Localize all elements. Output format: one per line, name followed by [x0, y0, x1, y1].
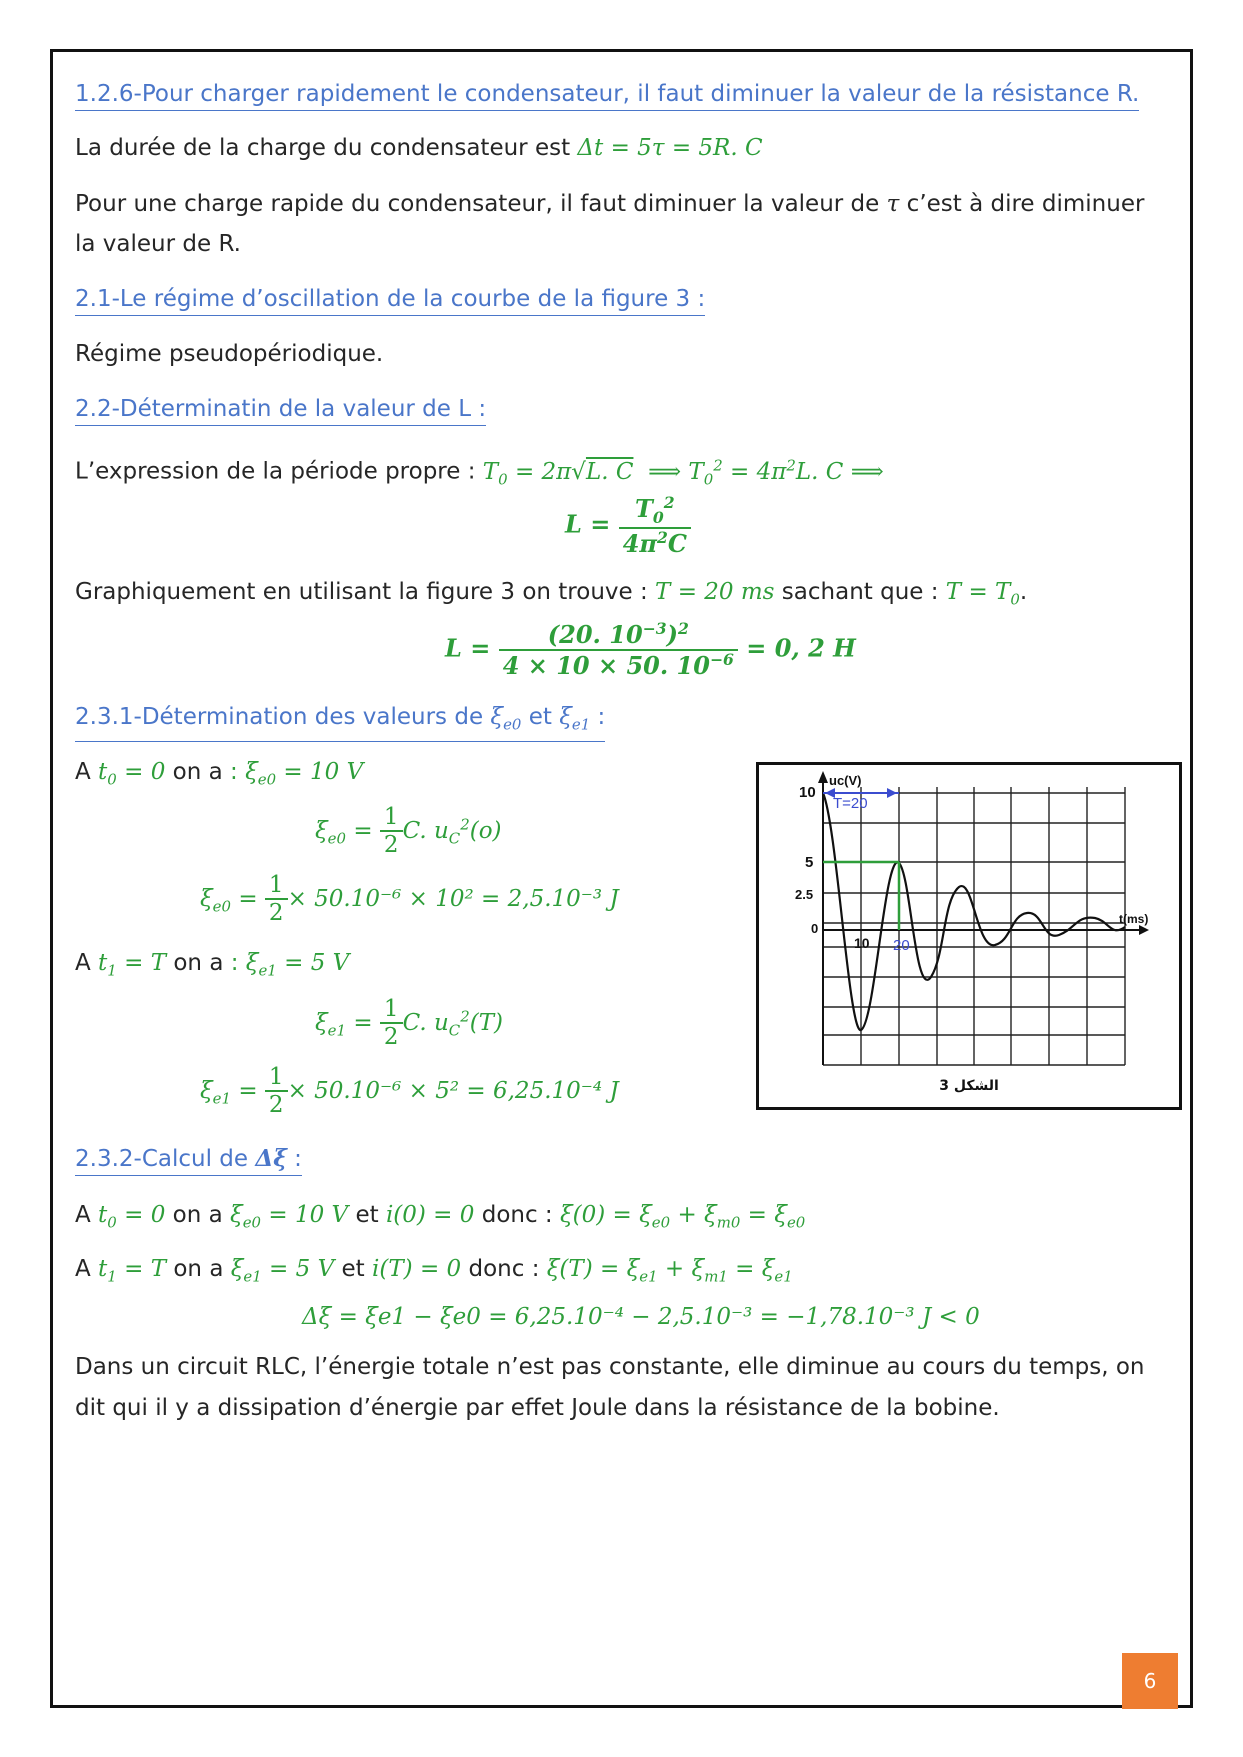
- inductance-formula: L = $\frac{T_0^2}{4\pi^2C}$: [565, 494, 691, 557]
- inductance-calculation: L = $\frac{(20. 10^{-3})^2}{4 \times 10 \times 50. 10^{-6}}$ = 0, 2 H: [445, 619, 856, 680]
- voltage-axis-arrow: [818, 771, 828, 783]
- energy-e0-formula: $\xi_{e0}$ = $\frac{1}{2}$ C. $u_C^2(o)$: [315, 804, 502, 859]
- heading-2-2: 2.2-Déterminatin de la valeur de L :: [75, 394, 486, 426]
- total-energy-t0-line: A $t_0 = 0$ on a $\xi_{e0} = 10$ V et i(0) = 0 donc : $\xi(0) = \xi_{e0} + \xi_{m0} = \xi_{e0}$: [75, 1202, 806, 1232]
- energy-e0-result: $\xi_{e0}$ = $\frac{1}{2}$ × 50.10⁻⁶ × 10² = 2,5.10⁻³ J: [200, 872, 619, 927]
- regime-answer: Régime pseudopériodique.: [75, 341, 384, 367]
- charge-duration-equation: Δt = 5τ = 5R. C: [577, 135, 763, 161]
- energy-e1-formula: $\xi_{e1}$ = $\frac{1}{2}$ C. $u_C^2(T)$: [315, 996, 504, 1051]
- time-axis-arrow: [1139, 925, 1149, 935]
- period-value: T = 20 ms: [655, 579, 775, 605]
- energy-variation-equation: Δξ = ξe1 − ξe0 = 6,25.10⁻⁴ − 2,5.10⁻³ = −1,78.10⁻³ J < 0: [302, 1304, 980, 1330]
- y-tick-2-5: 2.5: [795, 887, 814, 902]
- period-equality: $T = T_0$: [945, 579, 1020, 609]
- y-tick-5: 5: [805, 854, 814, 871]
- x-tick-10: 10: [854, 935, 870, 951]
- heading-2-3-2: 2.3.2-Calcul de Δξ :: [75, 1144, 302, 1176]
- grid: [823, 787, 1125, 1065]
- conclusion-line-2: dit qui il y a dissipation d’énergie par effet Joule dans la résistance de la bobine.: [75, 1395, 1000, 1421]
- figure-3-graph: [759, 765, 1179, 1107]
- figure-3: [756, 762, 1182, 1110]
- figure-caption: الشكل 3: [939, 1078, 999, 1094]
- energy-e1-result: $\xi_{e1}$ = $\frac{1}{2}$ × 50.10⁻⁶ × 5² = 6,25.10⁻⁴ J: [200, 1064, 619, 1119]
- energy-t1-line: A $t_1 = T$ on a : $\xi_{e1} = 5$ V: [75, 950, 350, 980]
- x-tick-20: 20: [893, 937, 910, 954]
- fast-charge-line-2: la valeur de R.: [75, 231, 241, 257]
- heading-1-2-6: 1.2.6-Pour charger rapidement le condensateur, il faut diminuer la valeur de la résistance R.: [75, 79, 1139, 111]
- page-number-badge: 6: [1122, 1653, 1178, 1709]
- y-tick-0: 0: [811, 921, 819, 936]
- heading-2-3-1: 2.3.1-Détermination des valeurs de $\xi_{e0}$ et $\xi_{e1}$ :: [75, 702, 605, 742]
- y-axis-label: uc(V): [829, 773, 862, 788]
- charge-duration-line: La durée de la charge du condensateur est Δt = 5τ = 5R. C: [75, 135, 763, 161]
- period-label: T=20: [833, 795, 868, 812]
- energy-t0-line: A $t_0 = 0$ on a : $\xi_{e0} = 10$ V: [75, 759, 364, 789]
- fast-charge-line: Pour une charge rapide du condensateur, il faut diminuer la valeur de τ c’est à dire diminuer: [75, 191, 1145, 217]
- period-formula: $T_0 = 2\pi√L$. C ⟹ $T_0^2 = 4\pi^2L$. C ⟹: [482, 456, 884, 489]
- heading-2-1: 2.1-Le régime d’oscillation de la courbe de la figure 3 :: [75, 284, 705, 316]
- y-tick-10: 10: [799, 784, 816, 801]
- x-axis-label: t(ms): [1119, 912, 1149, 926]
- period-expression-line: L’expression de la période propre : $T_0 = 2\pi√L$. C ⟹ $T_0^2 = 4\pi^2L$. C ⟹: [75, 456, 884, 489]
- total-energy-t1-line: A $t_1 = T$ on a $\xi_{e1} = 5$ V et i(T) = 0 donc : $\xi(T) = \xi_{e1} + \xi_{m1} = \xi_{e1}$: [75, 1256, 793, 1286]
- conclusion-line-1: Dans un circuit RLC, l’énergie totale n’est pas constante, elle diminue au cours du temps, on: [75, 1354, 1145, 1380]
- graph-period-line: Graphiquement en utilisant la figure 3 on trouve : T = 20 ms sachant que : $T = T_0$.: [75, 579, 1028, 609]
